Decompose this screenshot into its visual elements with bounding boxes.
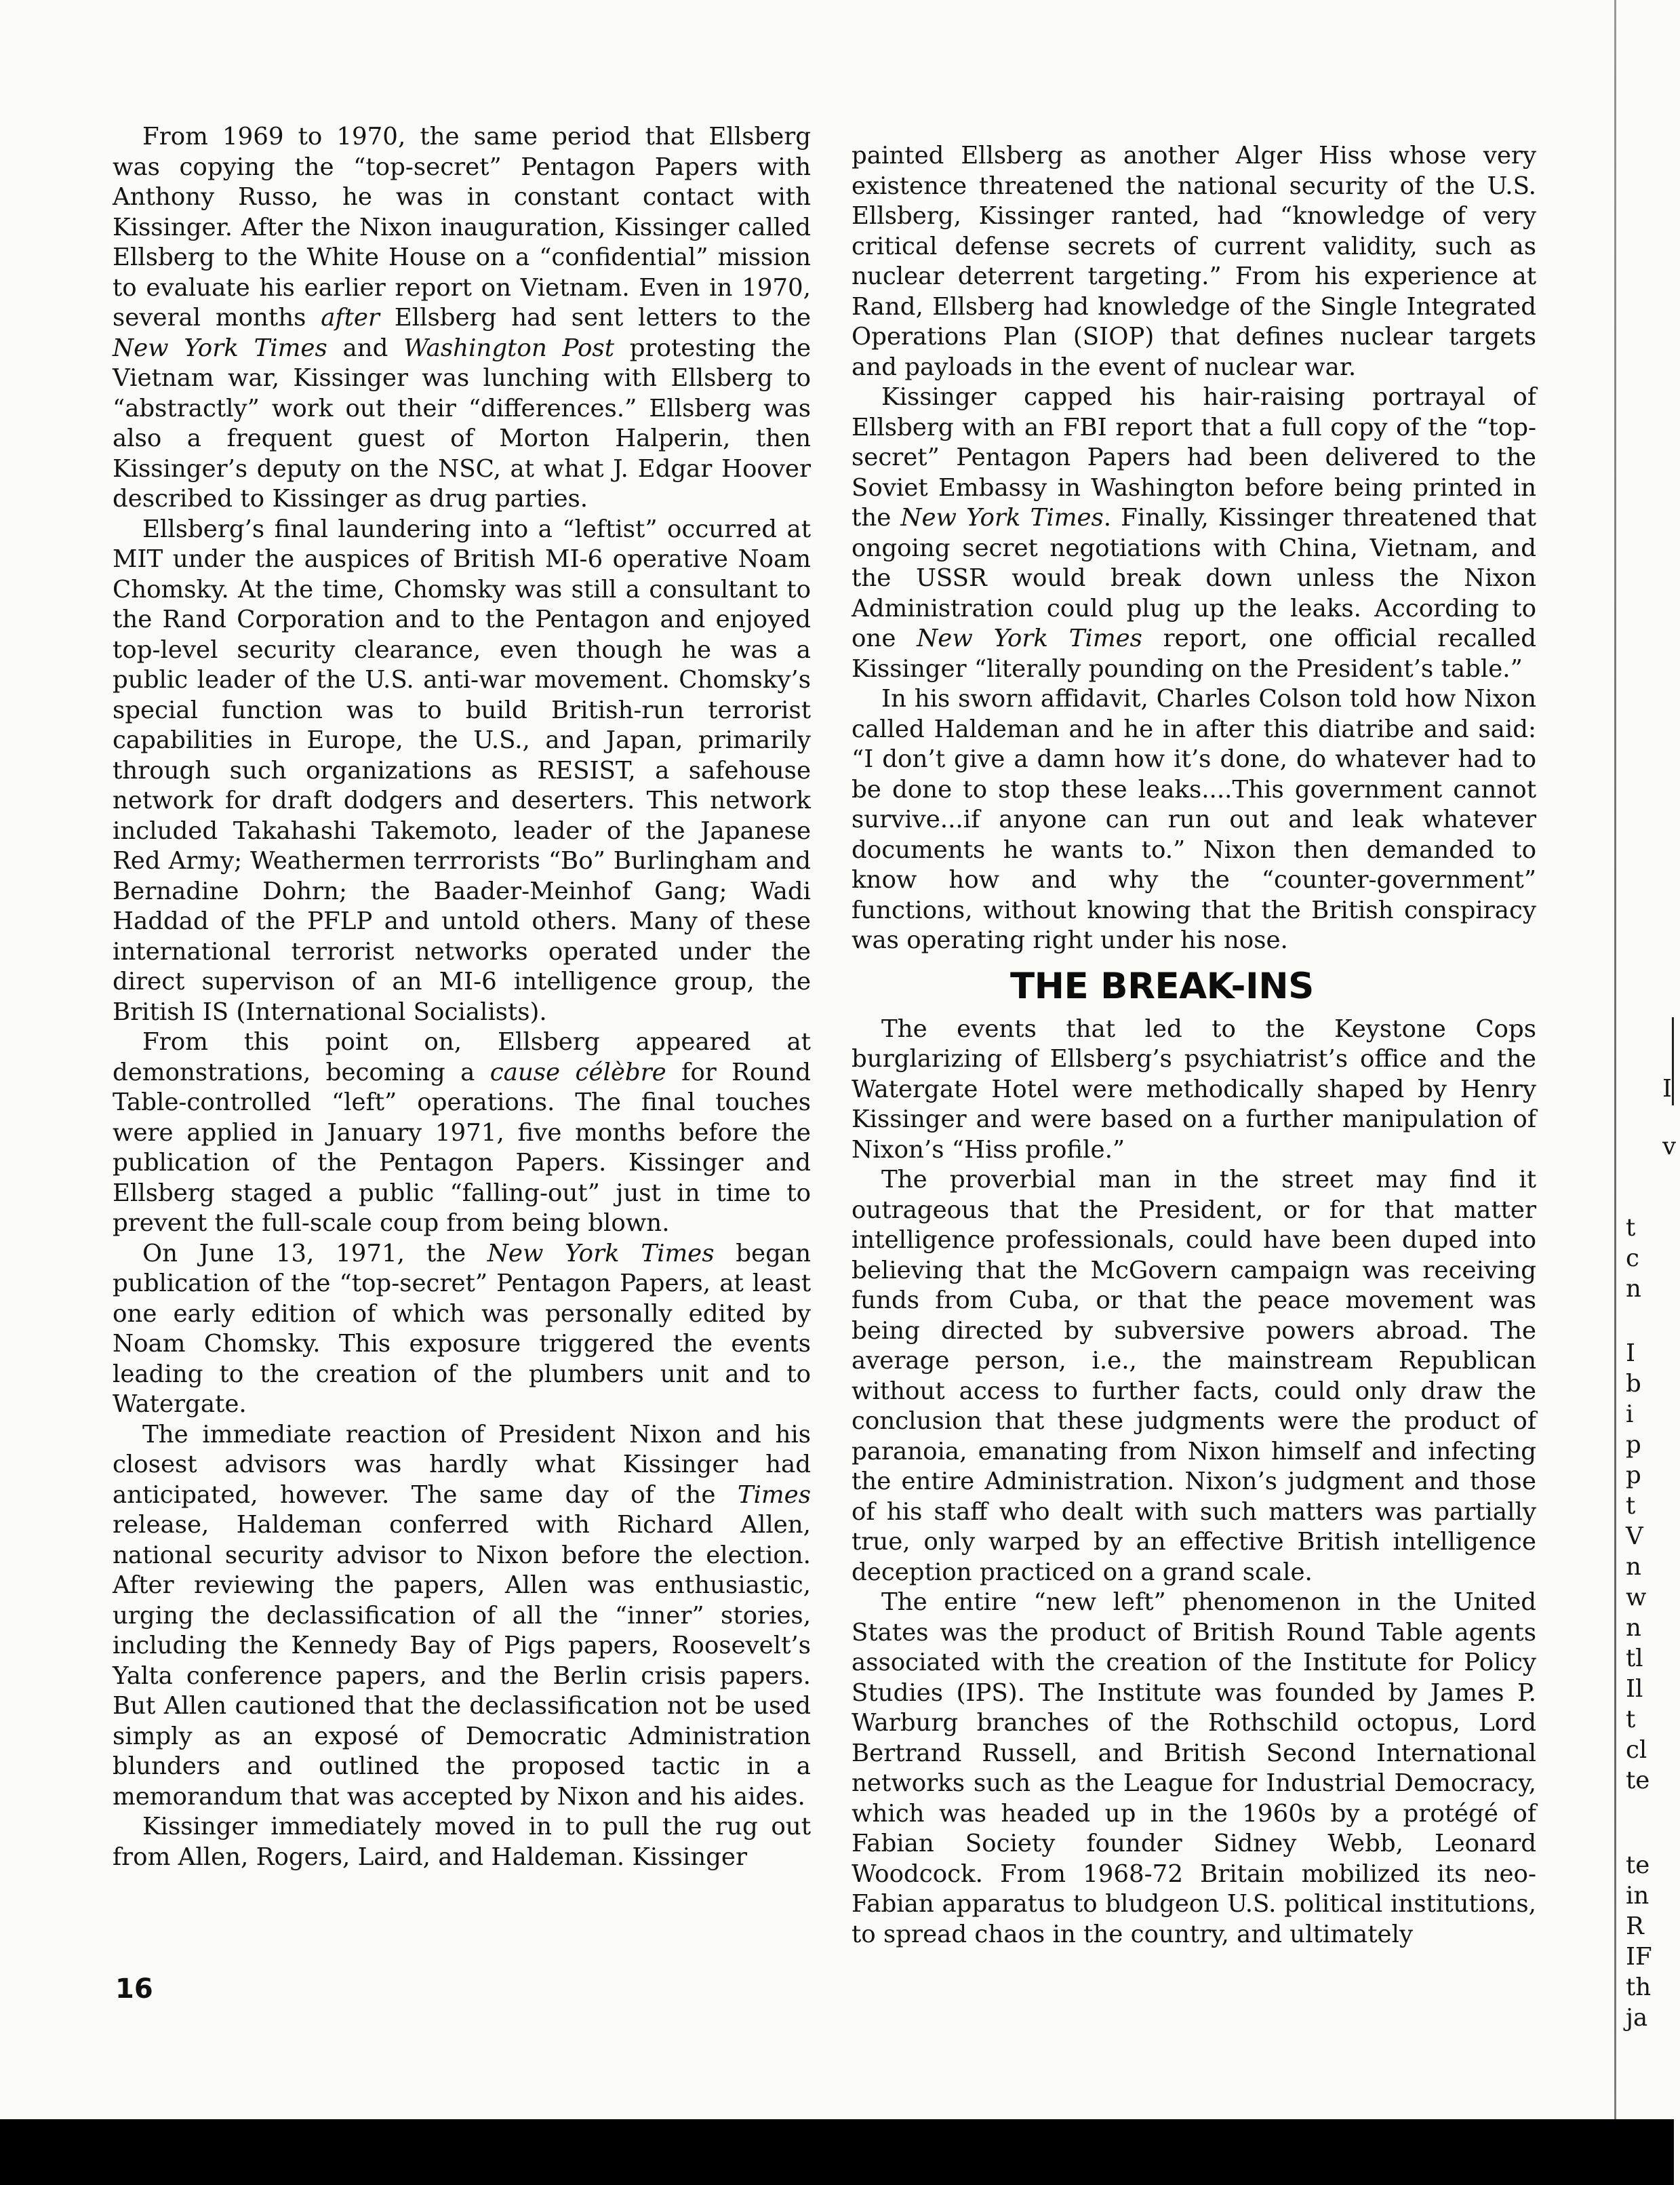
section-heading: THE BREAK-INS bbox=[1010, 965, 1314, 1007]
body-paragraph bbox=[852, 1588, 1536, 1950]
text-run: and bbox=[327, 334, 404, 362]
text-run: release, Haldeman conferred with Richard Allen, national security advisor to Nixon before the election. After reviewing the papers, Allen was enthusiastic, urging the declassification of all the “inner” stories, including the Kennedy Bay of Pigs papers, Roosevelt’s Yalta conference papers, and the Berlin crisis papers. But Allen cautioned that the declassification not be used simply as an exposé of Democratic Administration blunders and outlined the proposed tactic in a memorandum that was accepted by Nixon and his aides. bbox=[113, 1511, 811, 1811]
facing-page-fragment: t bbox=[1626, 1214, 1636, 1242]
facing-page-fragment: I bbox=[1626, 1339, 1636, 1367]
body-paragraph bbox=[852, 684, 1536, 956]
text-run: protesting the Vietnam war, Kissinger was lunching with Ellsberg to “abstractly” work out their “differences.” Ellsberg was also a frequent guest of Morton Halperin, then Kissinger’s deputy on the NSC, at what J. Edgar Hoover described to Kissinger as drug parties. bbox=[113, 334, 811, 513]
right-column-text-before-heading bbox=[852, 141, 1536, 956]
italic-text: after bbox=[321, 304, 380, 332]
text-run: From this point on, Ellsberg appeared at demonstrations, becoming a bbox=[113, 1028, 811, 1086]
italic-text: cause célèbre bbox=[489, 1058, 666, 1086]
text-run: Ellsberg had sent letters to the bbox=[379, 304, 811, 332]
italic-text: New York Times bbox=[487, 1239, 715, 1267]
text-run: On June 13, 1971, the bbox=[142, 1239, 487, 1267]
text-run: In his sworn affidavit, Charles Colson told how Nixon called Haldeman and he in after this diatribe and said: “I don’t give a damn how it’s done, do whatever had to be done to stop these leaks....This government cannot survive...if anyone can run out and leak whatever documents he wants to.” Nixon then demanded to know how and why the “counter-government” functions, without knowing that the British conspiracy was operating right under his nose. bbox=[852, 685, 1536, 954]
facing-page-rule bbox=[1672, 1017, 1674, 1105]
text-run: The entire “new left” phenomenon in the United States was the product of British Round Table agents associated with the creation of the Institute for Policy Studies (IPS). The Institute was founded by James P. Warburg branches of the Rothschild octopus, Lord Bertrand Russell, and British Second International networks such as the League for Industrial Democracy, which was headed up in the 1960s by a protégé of Fabian Society founder Sidney Webb, Leonard Woodcock. From 1968-72 Britain mobilized its neo-Fabian apparatus to bludgeon U.S. political institutions, to spread chaos in the country, and ultimately bbox=[852, 1588, 1536, 1948]
italic-text: Washington Post bbox=[403, 334, 614, 362]
text-run: From 1969 to 1970, the same period that Ellsberg was copying the “top-secret” Pentagon Papers with Anthony Russo, he was in constant contact with Kissinger. After the Nixon inauguration, Kissinger called Ellsberg to the White House on a “confidential” mission to evaluate his earlier report on Vietnam. Even in 1970, several months bbox=[113, 123, 811, 332]
page-number: 16 bbox=[115, 1973, 153, 2005]
facing-page-fragment: Il bbox=[1626, 1675, 1643, 1703]
text-run: report, one official recalled Kissinger “literally pounding on the President’s table.” bbox=[852, 625, 1537, 683]
text-run: painted Ellsberg as another Alger Hiss whose very existence threatened the national security of the U.S. Ellsberg, Kissinger ranted, had “knowledge of very critical defense secrets of current validity, such as nuclear deterrent targeting.” From his experience at Rand, Ellsberg had knowledge of the Single Integrated Operations Plan (SIOP) that defines nuclear targets and payloads in the event of nuclear war. bbox=[852, 142, 1536, 381]
facing-page-fragment: V bbox=[1626, 1522, 1643, 1550]
facing-page-fragment: IF bbox=[1626, 1943, 1652, 1971]
right-column-text-after-heading bbox=[852, 1015, 1536, 1950]
facing-page-fragment: te bbox=[1626, 1767, 1650, 1794]
facing-page-fragment: p bbox=[1626, 1461, 1641, 1489]
facing-page-fragment: te bbox=[1626, 1851, 1650, 1879]
text-run: The immediate reaction of President Nixon and his closest advisors was hardly what Kissinger had anticipated, however. The same day of the bbox=[113, 1420, 811, 1509]
body-paragraph bbox=[852, 1165, 1536, 1588]
italic-text: New York Times bbox=[113, 334, 327, 362]
text-run: . Finally, Kissinger threatened that ongoing secret negotiations with China, Vietnam, and the USSR would break down unless the Nixon Administration could plug up the leaks. According to one bbox=[852, 504, 1537, 652]
facing-page-fragment: ja bbox=[1626, 2004, 1648, 2032]
body-paragraph bbox=[113, 1420, 811, 1813]
text-run: Kissinger immediately moved in to pull the rug out from Allen, Rogers, Laird, and Haldeman. Kissinger bbox=[113, 1813, 811, 1871]
facing-page-fragment: n bbox=[1626, 1275, 1641, 1303]
italic-text: New York Times bbox=[917, 625, 1142, 652]
facing-page-edge bbox=[1593, 0, 1677, 2119]
scan-bottom-border bbox=[0, 2119, 1674, 2185]
text-run: for Round Table-controlled “left” operations. The final touches were applied in January 1971, five months before the publication of the Pentagon Papers. Kissinger and Ellsberg staged a public “falling-out” just in time to prevent the full-scale coup from being blown. bbox=[113, 1058, 811, 1237]
text-run: The proverbial man in the street may find it outrageous that the President, or for that matter intelligence professionals, could have been duped into believing that the McGovern campaign was receiving funds from Cuba, or that the peace movement was being directed by subversive powers abroad. The average person, i.e., the mainstream Republican without access to further facts, could only draw the conclusion that these judgments were the product of paranoia, emanating from Nixon himself and infecting the entire Administration. Nixon’s judgment and those of his staff who dealt with such matters was partially true, only warped by an effective British intelligence deception practiced on a grand scale. bbox=[852, 1166, 1536, 1586]
left-text-column bbox=[113, 122, 811, 1872]
body-paragraph bbox=[113, 1812, 811, 1872]
body-paragraph bbox=[113, 122, 811, 515]
body-paragraph bbox=[852, 1015, 1536, 1166]
facing-page-fragment: I bbox=[1662, 1075, 1673, 1103]
italic-text: Times bbox=[737, 1480, 811, 1509]
body-paragraph bbox=[113, 1027, 811, 1239]
facing-page-fragment: R bbox=[1626, 1912, 1644, 1940]
facing-page-fragment: th bbox=[1626, 1973, 1652, 2001]
facing-page-fragment: i bbox=[1626, 1400, 1634, 1428]
facing-page-fragment: w bbox=[1626, 1583, 1647, 1611]
facing-page-fragment: tl bbox=[1626, 1645, 1643, 1672]
text-run: Ellsberg’s final laundering into a “leftist” occurred at MIT under the auspices of British MI-6 operative Noam Chomsky. At the time, Chomsky was still a consultant to the Rand Corporation and to the Pentagon and enjoyed top-level security clearance, even though he was a public leader of the U.S. anti-war movement. Chomsky’s special function was to build British-run terrorist capabilities in Europe, the U.S., and Japan, primarily through such organizations as RESIST, a safehouse network for draft dodgers and deserters. This network included Takahashi Takemoto, leader of the Japanese Red Army; Weathermen terrrorists “Bo” Burlingham and Bernadine Dohrn; the Baader-Meinhof Gang; Wadi Haddad of the PFLP and untold others. Many of these international terrorist networks operated under the direct supervison of an MI-6 intelligence group, the British IS (International Socialists). bbox=[113, 515, 811, 1026]
facing-page-fragment: c bbox=[1626, 1244, 1639, 1272]
body-paragraph bbox=[852, 382, 1536, 684]
text-run: The events that led to the Keystone Cops burglarizing of Ellsberg’s psychiatrist’s office and the Watergate Hotel were methodically shaped by Henry Kissinger and were based on a further manipulation of Nixon’s “Hiss profile.” bbox=[852, 1015, 1536, 1164]
facing-page-fragment: t bbox=[1626, 1492, 1636, 1520]
facing-page-fragment: n bbox=[1626, 1614, 1641, 1642]
facing-page-fragment: v bbox=[1662, 1133, 1677, 1160]
body-paragraph bbox=[852, 141, 1536, 382]
page-spine-shadow bbox=[1614, 0, 1616, 2119]
text-run: Kissinger capped his hair-raising portrayal of Ellsberg with an FBI report that a full copy of the “top-secret” Pentagon Papers had been delivered to the Soviet Embassy in Washington before being printed in the bbox=[852, 383, 1536, 532]
right-text-column bbox=[852, 141, 1536, 1950]
facing-page-fragment: t bbox=[1626, 1706, 1636, 1733]
body-paragraph bbox=[113, 515, 811, 1028]
italic-text: New York Times bbox=[900, 504, 1104, 532]
facing-page-fragment: cl bbox=[1626, 1736, 1647, 1764]
text-run: began publication of the “top-secret” Pentagon Papers, at least one early edition of which was personally edited by Noam Chomsky. This exposure triggered the events leading to the creation of the plumbers unit and to Watergate. bbox=[113, 1239, 811, 1418]
facing-page-fragment: n bbox=[1626, 1553, 1641, 1581]
body-paragraph bbox=[113, 1239, 811, 1420]
facing-page-fragment: in bbox=[1626, 1882, 1649, 1910]
facing-page-fragment: b bbox=[1626, 1370, 1641, 1398]
facing-page-fragment: p bbox=[1626, 1431, 1641, 1459]
